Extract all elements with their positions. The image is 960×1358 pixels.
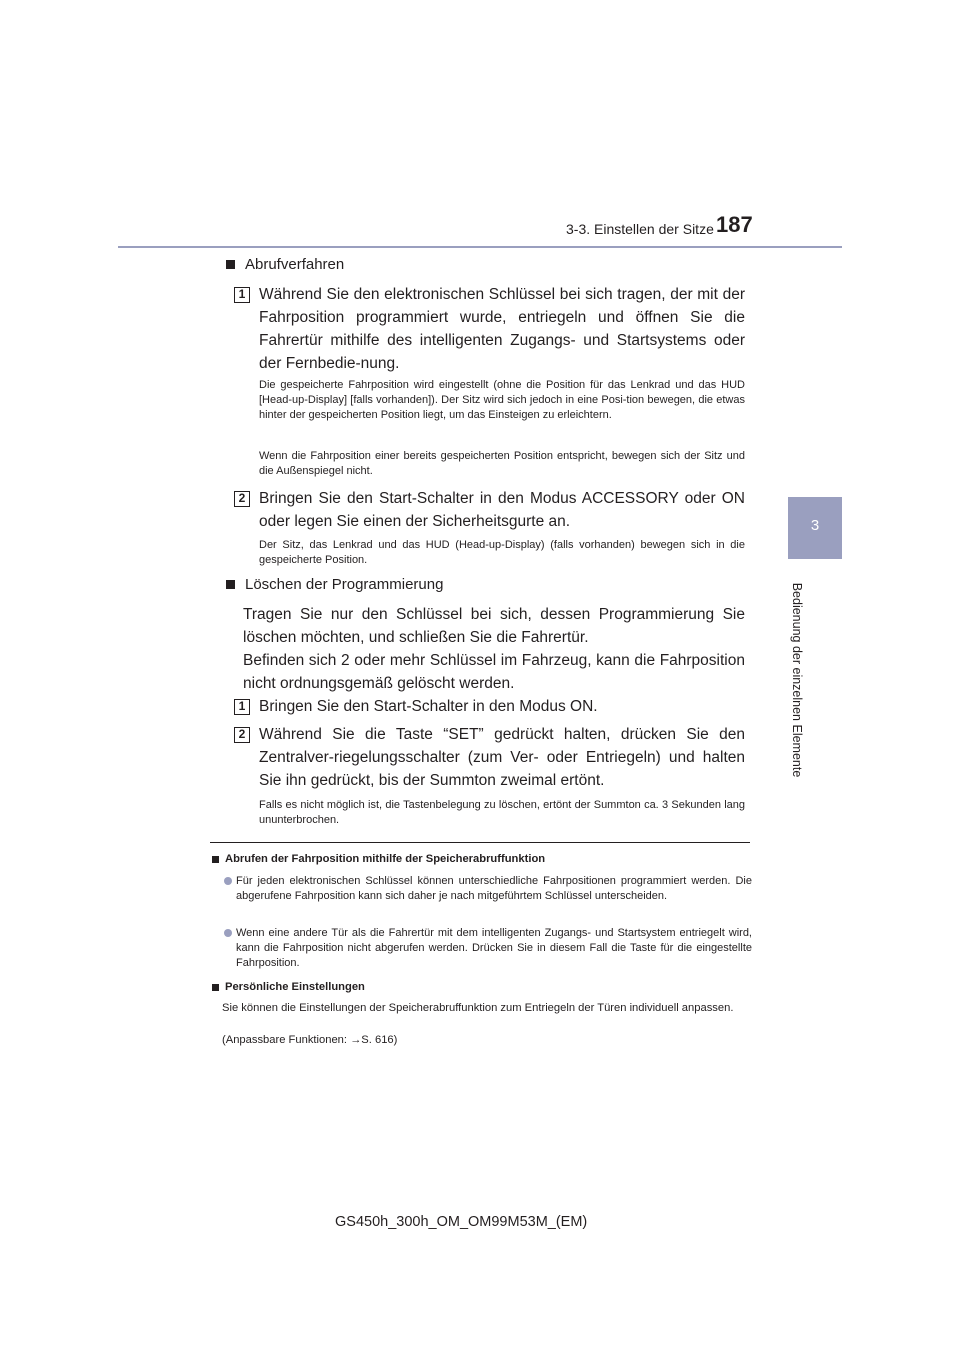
footnote-heading bbox=[212, 853, 545, 865]
footnote-heading bbox=[212, 981, 365, 993]
chapter-label: Bedienung der einzelnen Elemente bbox=[790, 582, 804, 778]
section-heading-text: Löschen der Programmierung bbox=[245, 576, 444, 593]
square-bullet-icon bbox=[226, 260, 235, 269]
footnote-text: Sie können die Einstellungen der Speicherabruffunktion zum Entriegeln der Türen individuell anpassen. bbox=[222, 1002, 734, 1014]
step-note: Falls es nicht möglich ist, die Tastenbelegung zu löschen, ertönt der Summton ca. 3 Sekunden lang ununterbrochen. bbox=[259, 799, 745, 826]
chapter-tab bbox=[788, 497, 842, 559]
bullet-text: Wenn eine andere Tür als die Fahrertür mit dem intelligenten Zugangs- und Startsystem entriegelt wird, kann die Fahrposition nicht abgerufen werden. Drücken Sie in diesem Fall die Taste für die eingestellte Fahrposition. bbox=[236, 927, 752, 969]
document-code: GS450h_300h_OM_OM99M53M_(EM) bbox=[335, 1214, 588, 1230]
step-number: 2 bbox=[234, 727, 250, 743]
chapter-label-container bbox=[787, 582, 807, 778]
header-rule bbox=[118, 246, 842, 248]
step-note: Die gespeicherte Fahrposition wird eingestellt (ohne die Position für das Lenkrad und das HUD [Head-up-Display] [falls vorhanden]). Der Sitz wird sich jedoch in eine Posi-tion bewegen, die etwas hinter der gespeicherten Position liegt, um das Einsteigen zu erleichtern. bbox=[259, 379, 745, 421]
section-heading-abrufverfahren bbox=[226, 256, 344, 273]
step-number: 1 bbox=[234, 699, 250, 715]
bullet-dot-icon bbox=[224, 929, 232, 937]
chapter-number: 3 bbox=[810, 517, 820, 534]
step-text: Während Sie den elektronischen Schlüssel bei sich tragen, der mit der Fahrposition programmiert wurde, entriegeln und öffnen Sie die Fahrertür mithilfe des intelligenten Zugangs- und Startsystems oder der Fernbedie-nung. bbox=[259, 286, 745, 372]
step-number: 1 bbox=[234, 287, 250, 303]
step-note: Wenn die Fahrposition einer bereits gespeicherten Position entspricht, bewegen sich der Sitz und die Außenspiegel nicht. bbox=[259, 450, 745, 477]
bullet-text: Für jeden elektronischen Schlüssel können unterschiedliche Fahrpositionen programmiert werden. Die abgerufene Fahrposition kann sich daher je nach mitgeführtem Schlüssel unterscheiden. bbox=[236, 875, 752, 902]
footnote-heading-text: Persönliche Einstellungen bbox=[225, 981, 365, 993]
cross-reference-link[interactable]: (Anpassbare Funktionen: →S. 616) bbox=[222, 1034, 398, 1046]
step-number: 2 bbox=[234, 491, 250, 507]
section-heading-text: Abrufverfahren bbox=[245, 256, 345, 273]
page-number: 187 bbox=[716, 212, 753, 237]
step-text: Bringen Sie den Start-Schalter in den Modus ACCESSORY oder ON oder legen Sie einen der Sicherheitsgurte an. bbox=[259, 490, 745, 530]
step-text: Während Sie die Taste “SET” gedrückt halten, drücken Sie den Zentralver-riegelungsschalter (zum Ver- oder Entriegeln) und halten Sie ihn gedrückt, bis der Summton zweimal ertönt. bbox=[259, 726, 745, 789]
step-text: Bringen Sie den Start-Schalter in den Modus ON. bbox=[259, 698, 598, 715]
footnote-rule bbox=[210, 842, 750, 843]
section-title: 3-3. Einstellen der Sitze bbox=[566, 221, 714, 237]
list-item bbox=[224, 926, 752, 971]
square-bullet-icon bbox=[226, 580, 235, 589]
footnote-heading-text: Abrufen der Fahrposition mithilfe der Speicherabruffunktion bbox=[225, 853, 546, 865]
paragraph: Tragen Sie nur den Schlüssel bei sich, dessen Programmierung Sie löschen möchten, und schließen Sie die Fahrertür. bbox=[243, 606, 745, 646]
list-item bbox=[224, 874, 752, 904]
square-bullet-icon bbox=[212, 984, 219, 991]
section-heading-loeschen bbox=[226, 576, 443, 593]
square-bullet-icon bbox=[212, 856, 219, 863]
paragraph: Befinden sich 2 oder mehr Schlüssel im Fahrzeug, kann die Fahrposition nicht ordnungsgemäß gelöscht werden. bbox=[243, 652, 745, 692]
step-note: Der Sitz, das Lenkrad und das HUD (Head-up-Display) (falls vorhanden) bewegen sich in die gespeicherte Position. bbox=[259, 539, 745, 566]
bullet-dot-icon bbox=[224, 877, 232, 885]
